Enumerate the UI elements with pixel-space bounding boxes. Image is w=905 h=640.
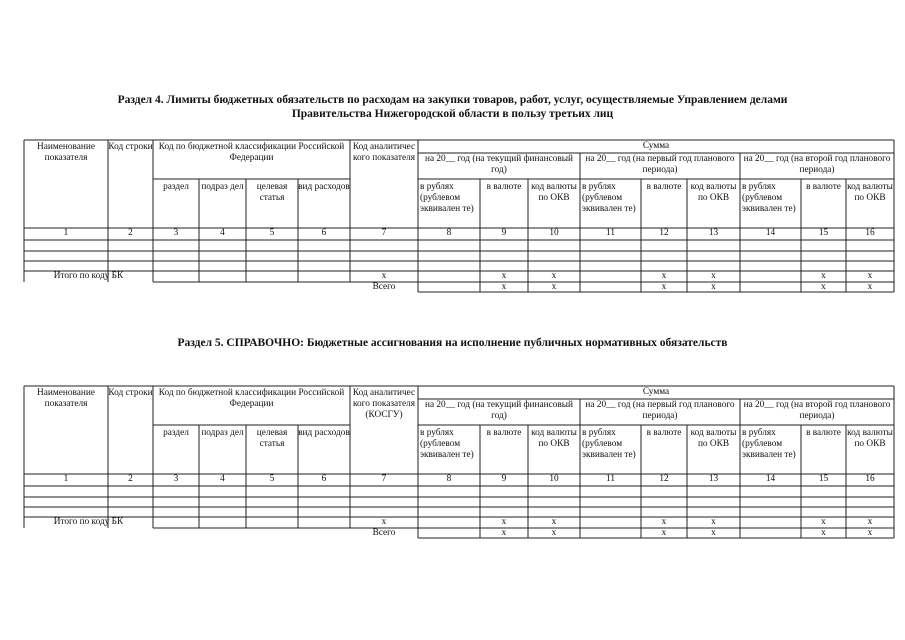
x-mark: x [867,528,873,538]
column-number: 9 [501,228,507,238]
x-mark: x [551,517,557,527]
header-rub: в рублях (рублевом эквивален те) [742,428,796,460]
section5-table [0,386,905,546]
header-val: в валюте [646,182,682,192]
itogo-label: Итого по коду БК [53,517,124,527]
x-mark: x [867,517,873,527]
column-number: 2 [128,228,133,238]
header-okv: код валюты по ОКВ [847,182,893,203]
column-number: 13 [708,474,719,484]
column-number: 11 [606,474,615,484]
header-statya: целевая статья [256,182,288,203]
x-mark: x [821,282,826,292]
x-mark: x [501,517,507,527]
section4-title-line2: Правительства Нижегородской области в пользу третьих лиц [291,108,614,120]
column-number: 5 [269,228,275,238]
column-number: 15 [818,228,829,238]
column-number: 9 [501,474,507,484]
column-number: 11 [606,228,615,238]
column-number: 2 [128,474,133,484]
x-mark: x [551,271,557,281]
header-okv: код валюты по ОКВ [531,428,577,449]
x-mark: x [821,528,826,538]
x-mark: x [821,517,826,527]
header-val: в валюте [486,428,522,438]
x-mark: x [501,528,507,538]
header-period-second: на 20__ год (на второй год планового периода) [743,400,891,421]
column-number: 15 [818,474,829,484]
header-code: Код строки [108,142,153,152]
header-rub: в рублях (рублевом эквивален те) [582,182,636,214]
column-number: 14 [765,228,776,238]
x-mark: x [661,517,667,527]
section5-title: Раздел 5. СПРАВОЧНО: Бюджетные ассигнования на исполнение публичных нормативных обязательств [177,337,728,349]
vsego-label: Всего [372,528,396,538]
x-mark: x [821,271,826,281]
x-mark: x [551,528,557,538]
x-mark: x [551,282,557,292]
header-sum: Сумма [642,387,670,397]
x-mark: x [711,271,716,281]
column-number: 16 [865,228,875,238]
column-number: 13 [708,228,719,238]
column-number: 10 [549,228,559,238]
column-number: 3 [173,474,179,484]
header-podrazdel: подраз дел [201,428,244,438]
x-mark: x [381,271,387,281]
header-okv: код валюты по ОКВ [531,182,577,203]
header-val: в валюте [646,428,682,438]
column-number: 8 [446,228,452,238]
header-vid: вид расходов [298,182,350,192]
header-razdel: раздел [163,182,189,192]
column-number: 1 [63,228,69,238]
column-number: 3 [173,228,179,238]
x-mark: x [661,528,667,538]
header-period-second: на 20__ год (на второй год планового периода) [743,154,891,175]
header-val: в валюте [806,182,841,192]
section4-table [0,140,905,300]
column-number: 4 [220,474,225,484]
x-mark: x [661,271,667,281]
header-okv: код валюты по ОКВ [690,428,737,449]
header-period-first: на 20__ год (на первый год планового периода) [585,154,735,175]
x-mark: x [661,282,667,292]
header-sum: Сумма [642,141,670,151]
header-statya: целевая статья [256,428,288,449]
x-mark: x [711,517,716,527]
header-period-first: на 20__ год (на первый год планового периода) [585,400,735,421]
header-code: Код строки [108,388,153,398]
x-mark: x [501,271,507,281]
header-rub: в рублях (рублевом эквивален те) [420,182,474,214]
header-podrazdel: подраз дел [201,182,244,192]
itogo-label: Итого по коду БК [53,271,124,281]
header-okv: код валюты по ОКВ [847,428,893,449]
column-number: 1 [63,474,69,484]
x-mark: x [711,528,716,538]
header-name: Наименование показателя [37,142,95,163]
header-period-current: на 20__ год (на текущий финансовый год) [424,154,573,175]
column-number: 7 [381,474,387,484]
column-number: 4 [220,228,225,238]
column-number: 6 [321,474,327,484]
header-rub: в рублях (рублевом эквивален те) [742,182,796,214]
column-number: 5 [269,474,275,484]
header-rub: в рублях (рублевом эквивален те) [420,428,474,460]
column-number: 12 [659,474,669,484]
column-number: 8 [446,474,452,484]
header-analytic: Код аналитичес кого показателя (КОСГУ) [352,388,416,420]
x-mark: x [867,282,873,292]
x-mark: x [711,282,716,292]
column-number: 7 [381,228,387,238]
header-bk-code: Код по бюджетной классификации Российской Федерации [158,388,345,409]
vsego-label: Всего [372,282,396,292]
header-period-current: на 20__ год (на текущий финансовый год) [424,400,573,421]
section4-title-line1: Раздел 4. Лимиты бюджетных обязательств по расходам на закупки товаров, работ, услуг, осуществляемые Управлением делами [117,94,788,106]
x-mark: x [381,517,387,527]
column-number: 16 [865,474,875,484]
header-razdel: раздел [163,428,189,438]
header-name: Наименование показателя [37,388,95,409]
column-number: 14 [765,474,776,484]
x-mark: x [501,282,507,292]
header-vid: вид расходов [298,428,350,438]
header-bk-code: Код по бюджетной классификации Российской Федерации [158,142,345,163]
header-rub: в рублях (рублевом эквивален те) [582,428,636,460]
column-number: 12 [659,228,669,238]
column-number: 10 [549,474,559,484]
column-number: 6 [321,228,327,238]
x-mark: x [867,271,873,281]
header-analytic: Код аналитичес кого показателя [352,142,416,163]
header-val: в валюте [486,182,522,192]
header-val: в валюте [806,428,841,438]
header-okv: код валюты по ОКВ [690,182,737,203]
